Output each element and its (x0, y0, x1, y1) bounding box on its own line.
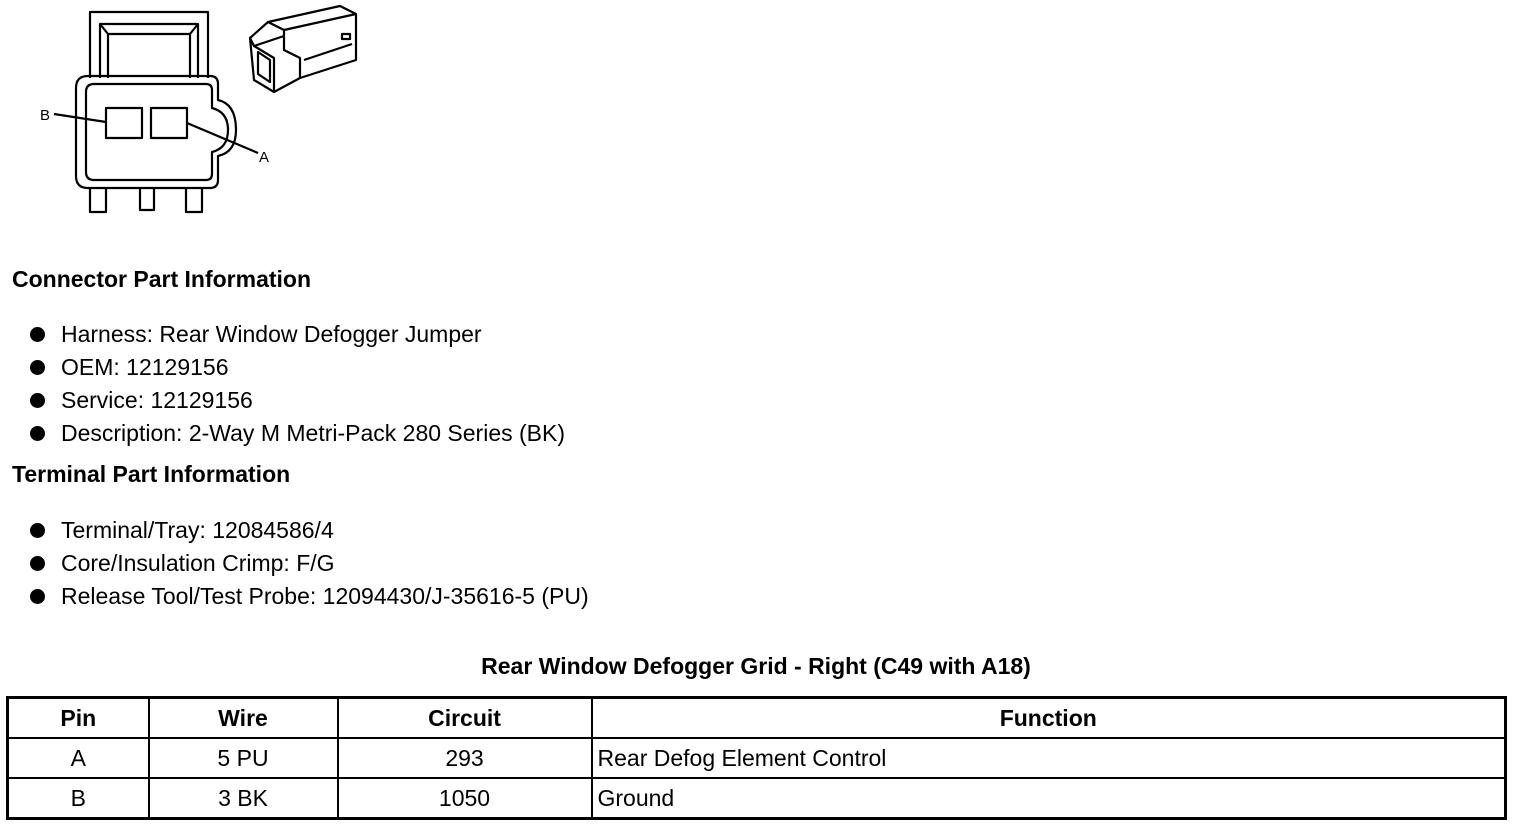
connector-info-title: Connector Part Information (12, 266, 312, 292)
list-item (28, 417, 565, 450)
bullet-icon (30, 426, 45, 441)
list-item-text: Service: 12129156 (61, 387, 253, 413)
table-row (8, 778, 1506, 819)
list-item (28, 318, 565, 351)
cell-wire: 5 PU (149, 738, 338, 778)
cell-function: Ground (592, 778, 1506, 819)
cell-circuit: 1050 (338, 778, 592, 819)
pinout-table (6, 696, 1507, 820)
list-item-text: Harness: Rear Window Defogger Jumper (61, 321, 482, 347)
bullet-icon (30, 556, 45, 571)
list-item-text: OEM: 12129156 (61, 354, 229, 380)
table-title: Rear Window Defogger Grid - Right (C49 with A18) (481, 653, 1031, 679)
list-item-text: Core/Insulation Crimp: F/G (61, 550, 335, 576)
bullet-icon (30, 327, 45, 342)
pin-label-a: A (259, 149, 270, 166)
cell-pin: B (8, 778, 149, 819)
list-item (28, 351, 565, 384)
bullet-icon (30, 589, 45, 604)
cell-pin: A (8, 738, 149, 778)
cell-function: Rear Defog Element Control (592, 738, 1506, 778)
terminal-info-list (28, 514, 589, 613)
bullet-icon (30, 393, 45, 408)
column-header-pin: Pin (8, 698, 149, 739)
pin-label-b: B (40, 107, 51, 124)
list-item (28, 580, 589, 613)
list-item (28, 384, 565, 417)
connector-info-list (28, 318, 565, 450)
list-item (28, 547, 589, 580)
cell-wire: 3 BK (149, 778, 338, 819)
list-item-text: Release Tool/Test Probe: 12094430/J-35616-5 (PU) (61, 583, 589, 609)
cell-circuit: 293 (338, 738, 592, 778)
column-header-circuit: Circuit (338, 698, 592, 739)
list-item-text: Description: 2-Way M Metri-Pack 280 Series (BK) (61, 420, 566, 446)
connector-diagram (30, 0, 370, 222)
column-header-function: Function (592, 698, 1506, 739)
column-header-wire: Wire (149, 698, 338, 739)
bullet-icon (30, 360, 45, 375)
list-item (28, 514, 589, 547)
table-row (8, 738, 1506, 778)
list-item-text: Terminal/Tray: 12084586/4 (61, 517, 334, 543)
bullet-icon (30, 523, 45, 538)
terminal-info-title: Terminal Part Information (12, 461, 291, 487)
table-header-row (8, 698, 1506, 739)
